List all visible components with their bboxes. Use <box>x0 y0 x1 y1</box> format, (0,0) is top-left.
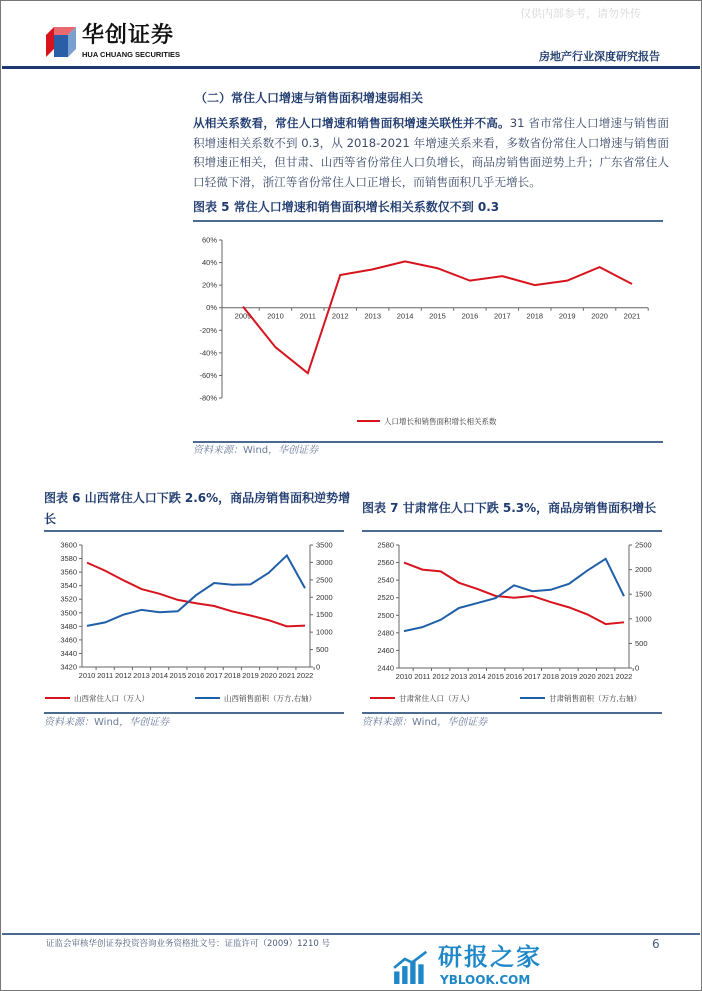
source-suffix: ，华创证券 <box>119 717 170 728</box>
y-tick-label: 2580 <box>377 540 394 550</box>
logo-icon <box>46 27 76 57</box>
y2-tick-label: 2500 <box>635 540 652 550</box>
x-tick-label: 2019 <box>558 311 576 321</box>
paragraph-lead: 从相关系数看，常住人口增速和销售面积增速关联性并不高。 <box>193 116 510 130</box>
source-suffix: ，华创证券 <box>268 445 319 456</box>
x-tick-label: 2019 <box>560 672 578 681</box>
figure-7-rule <box>362 530 662 532</box>
yblook-watermark-en: YBLOOK.COM <box>440 973 531 987</box>
x-tick-label: 2014 <box>151 671 169 680</box>
x-tick-label: 2015 <box>169 671 187 680</box>
y2-tick-label: 2500 <box>316 575 333 585</box>
x-tick-label: 2011 <box>414 672 431 681</box>
x-tick-label: 2015 <box>429 311 446 321</box>
x-tick-label: 2022 <box>615 672 633 681</box>
watermark-text: 仅供内部参考，请勿外传 <box>520 7 641 20</box>
figure-5-bottom-rule <box>193 441 663 443</box>
figure-7-source <box>362 717 487 729</box>
figure-7-chart <box>355 535 675 710</box>
figure-5-source <box>193 445 318 457</box>
x-tick-label: 2016 <box>187 671 205 680</box>
footer-license: 证监会审核华创证券投资咨询业务资格批文号：证监许可（2009）1210 号 <box>46 939 330 949</box>
legend-label: 人口增长和销售面积增长相关系数 <box>384 417 497 426</box>
x-tick-label: 2019 <box>242 671 259 680</box>
y2-tick-label: 1500 <box>635 589 652 599</box>
y-tick-label: -20% <box>199 325 217 335</box>
y-tick-label: 3480 <box>60 621 77 631</box>
figure-5-title: 图表 5 常住人口增速和销售面积增长相关系数仅不到 0.3 <box>193 200 500 214</box>
source-wind: Wind <box>243 445 269 456</box>
body-paragraph <box>193 114 669 192</box>
figure-5-chart <box>180 225 670 440</box>
x-tick-label: 2014 <box>468 672 486 681</box>
figure-5-rule <box>193 220 663 222</box>
legend-label: 甘肃销售面积（万方,右轴） <box>549 694 642 703</box>
y2-tick-label: 1000 <box>316 627 333 637</box>
y-tick-label: 2480 <box>377 628 394 638</box>
x-tick-label: 2011 <box>299 311 316 321</box>
x-tick-label: 2021 <box>278 671 296 680</box>
y2-tick-label: 3000 <box>316 557 333 567</box>
x-tick-label: 2016 <box>505 672 523 681</box>
y-tick-label: 0% <box>206 303 217 313</box>
yblook-watermark-cn: 研报之家 <box>438 943 542 971</box>
x-tick-label: 2013 <box>364 311 382 321</box>
y-tick-label: -80% <box>199 393 217 403</box>
y2-tick-label: 2000 <box>635 565 652 575</box>
y-tick-label: 3580 <box>60 554 77 564</box>
series-line-0 <box>404 563 624 625</box>
x-tick-label: 2014 <box>396 311 414 321</box>
y-tick-label: 40% <box>201 258 217 268</box>
figure-7-title: 图表 7 甘肃常住人口下跌 5.3%，商品房销售面积增长 <box>362 501 657 515</box>
x-tick-label: 2010 <box>395 672 413 681</box>
y-tick-label: 2440 <box>377 663 394 673</box>
y-tick-label: 2560 <box>377 558 394 568</box>
figure-6-source <box>44 717 169 729</box>
x-tick-label: 2012 <box>331 311 349 321</box>
y-tick-label: 3600 <box>60 540 77 550</box>
y2-tick-label: 3500 <box>316 540 333 550</box>
logo-text: 华创证券 <box>82 23 175 48</box>
y-tick-label: -40% <box>199 348 217 358</box>
y2-tick-label: 1500 <box>316 610 333 620</box>
figure-6-rule <box>44 530 344 532</box>
y-tick-label: 2500 <box>377 610 394 620</box>
x-tick-label: 2010 <box>78 671 96 680</box>
report-type: 房地产行业深度研究报告 <box>539 50 660 63</box>
figure-6-bottom-rule <box>44 712 344 714</box>
source-label: 资料来源： <box>44 717 94 728</box>
y-tick-label: 3420 <box>60 662 77 672</box>
x-tick-label: 2018 <box>223 671 241 680</box>
x-tick-label: 2011 <box>97 671 114 680</box>
y-tick-label: 60% <box>201 235 217 245</box>
y-tick-label: 2460 <box>377 645 394 655</box>
series-line-1 <box>404 559 624 631</box>
y-tick-label: 20% <box>201 280 217 290</box>
y2-tick-label: 500 <box>635 638 648 648</box>
x-tick-label: 2013 <box>450 672 468 681</box>
section-title: （二）常住人口增速与销售面积增速弱相关 <box>195 91 424 105</box>
x-tick-label: 2021 <box>597 672 615 681</box>
x-tick-label: 2010 <box>267 311 284 321</box>
x-tick-label: 2013 <box>133 671 150 680</box>
y-tick-label: 3540 <box>60 581 77 591</box>
source-suffix: ，华创证券 <box>437 717 488 728</box>
figure-7-bottom-rule <box>362 712 662 714</box>
paragraph-text: 31 省市常住人口增速与销售面积增速相关系数不到 0.3，从 2018-2021 年增速关系来看，多数省份常住人口增速与销售面积增速正相关，但甘肃、山西等省份常住人口负增长，商品房销售面逆势上升；广东省常住人口轻微下滑，浙江等省份常住人口正增长，而销售面积几乎无增长。 <box>193 116 669 189</box>
y2-tick-label: 500 <box>316 645 329 655</box>
y-tick-label: 3460 <box>60 635 77 645</box>
x-tick-label: 2012 <box>432 672 450 681</box>
source-wind: Wind <box>94 717 120 728</box>
x-tick-label: 2022 <box>296 671 314 680</box>
y-tick-label: 2520 <box>377 593 394 603</box>
source-wind: Wind <box>412 717 438 728</box>
y2-tick-label: 2000 <box>316 592 333 602</box>
x-tick-label: 2017 <box>523 672 541 681</box>
legend-label: 山西常住人口（万人） <box>74 694 149 703</box>
y-tick-label: 3500 <box>60 608 77 618</box>
y-tick-label: 3520 <box>60 594 77 604</box>
y2-tick-label: 0 <box>635 663 640 673</box>
x-tick-label: 2020 <box>260 671 278 680</box>
source-label: 资料来源： <box>193 445 243 456</box>
x-tick-label: 2017 <box>205 671 223 680</box>
header-divider <box>2 66 700 69</box>
series-line-1 <box>87 555 305 625</box>
y-tick-label: 2540 <box>377 575 394 585</box>
figure-6-title: 图表 6 山西常住人口下跌 2.6%，商品房销售面积逆势增长 <box>44 491 351 526</box>
legend-label: 山西销售面积（万方,右轴） <box>224 694 317 703</box>
x-tick-label: 2020 <box>591 311 608 321</box>
x-tick-label: 2012 <box>114 671 132 680</box>
x-tick-label: 2016 <box>461 311 479 321</box>
y-tick-label: 3440 <box>60 648 77 658</box>
y2-tick-label: 0 <box>316 662 321 672</box>
x-tick-label: 2017 <box>493 311 511 321</box>
yblook-logo-icon <box>392 950 432 984</box>
y2-tick-label: 1000 <box>635 614 652 624</box>
figure-6-chart <box>30 535 350 710</box>
logo-english: HUA CHUANG SECURITIES <box>82 50 181 59</box>
x-tick-label: 2009 <box>234 311 252 321</box>
x-tick-label: 2021 <box>623 311 641 321</box>
legend-label: 甘肃常住人口（万人） <box>399 694 474 703</box>
page-number: 6 <box>652 937 660 951</box>
x-tick-label: 2018 <box>526 311 544 321</box>
y-tick-label: 3560 <box>60 567 77 577</box>
x-tick-label: 2015 <box>487 672 505 681</box>
footer-divider <box>2 933 700 935</box>
source-label: 资料来源： <box>362 717 412 728</box>
y-tick-label: -60% <box>199 370 217 380</box>
x-tick-label: 2020 <box>578 672 596 681</box>
x-tick-label: 2018 <box>542 672 560 681</box>
